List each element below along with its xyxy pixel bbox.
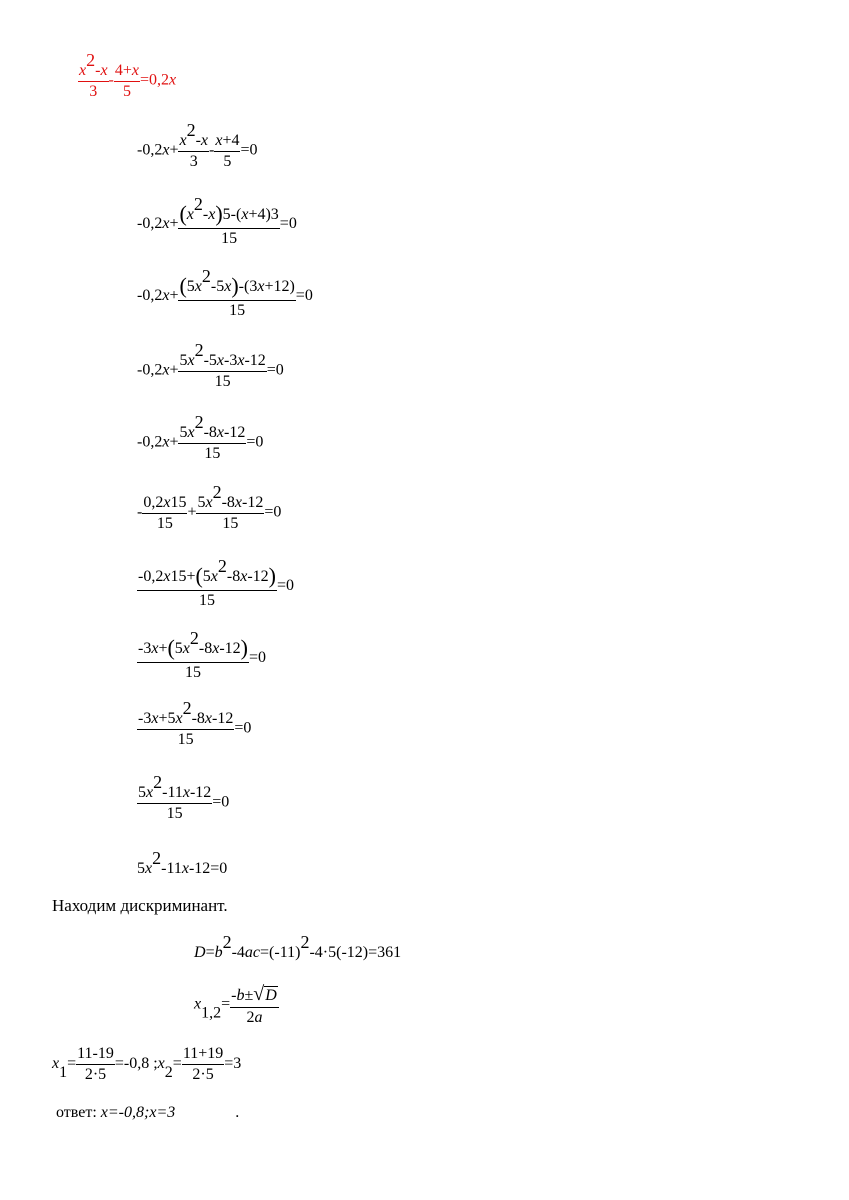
roots-formula: x1,2= $\frac{-b\pm√D}{2a}$	[194, 983, 277, 1026]
step-6: - $\frac{0,2x15}{15}$ + $\frac{5x2-8x-12}{15}$ =0	[137, 482, 282, 532]
find-discriminant-text: Находим дискриминант.	[52, 896, 228, 915]
step-7: $\frac{-0,2x15+(5x2-8x-12)}{15}$ =0	[138, 556, 295, 609]
answer-value: x=-0,8;x=3	[100, 1104, 176, 1121]
problem-equation: $\frac{x2-x}{3}$ - $\frac{4+x}{5}$ =0,2x	[79, 50, 177, 100]
step-2: -0,2x+ $\frac{(x2-x)5-(x+4)3}{15}$ =0	[137, 194, 297, 247]
roots-values: x1= $\frac{11-19}{2\cdot 5}$ =-0,8 ;x2= $\frac{11+19}{2\cdot 5}$ =3	[52, 1045, 242, 1083]
step-5: -0,2x+ $\frac{5x2-8x-12}{15}$ =0	[137, 412, 264, 462]
step-8: $\frac{-3x+(5x2-8x-12)}{15}$ =0	[138, 628, 267, 681]
discriminant-formula: D=b2-4ac=(-11)2-4·5(-12)=361	[194, 932, 402, 961]
step-10: $\frac{5x2-11x-12}{15}$ =0	[138, 772, 230, 822]
step-9: $\frac{-3x+5x2-8x-12}{15}$ =0	[138, 698, 252, 748]
step-11: 5x2-11x-12=0	[137, 848, 228, 877]
step-3: -0,2x+ $\frac{(5x2-5x)-(3x+12)}{15}$ =0	[137, 266, 313, 319]
answer-label: ответ:	[56, 1104, 97, 1121]
step-1: -0,2x+ $\frac{x2-x}{3}$ - $\frac{x+4}{5}$ =0	[137, 120, 258, 170]
answer-dot: .	[235, 1104, 240, 1121]
step-4: -0,2x+ $\frac{5x2-5x-3x-12}{15}$ =0	[137, 340, 284, 390]
answer-line	[56, 1104, 239, 1122]
